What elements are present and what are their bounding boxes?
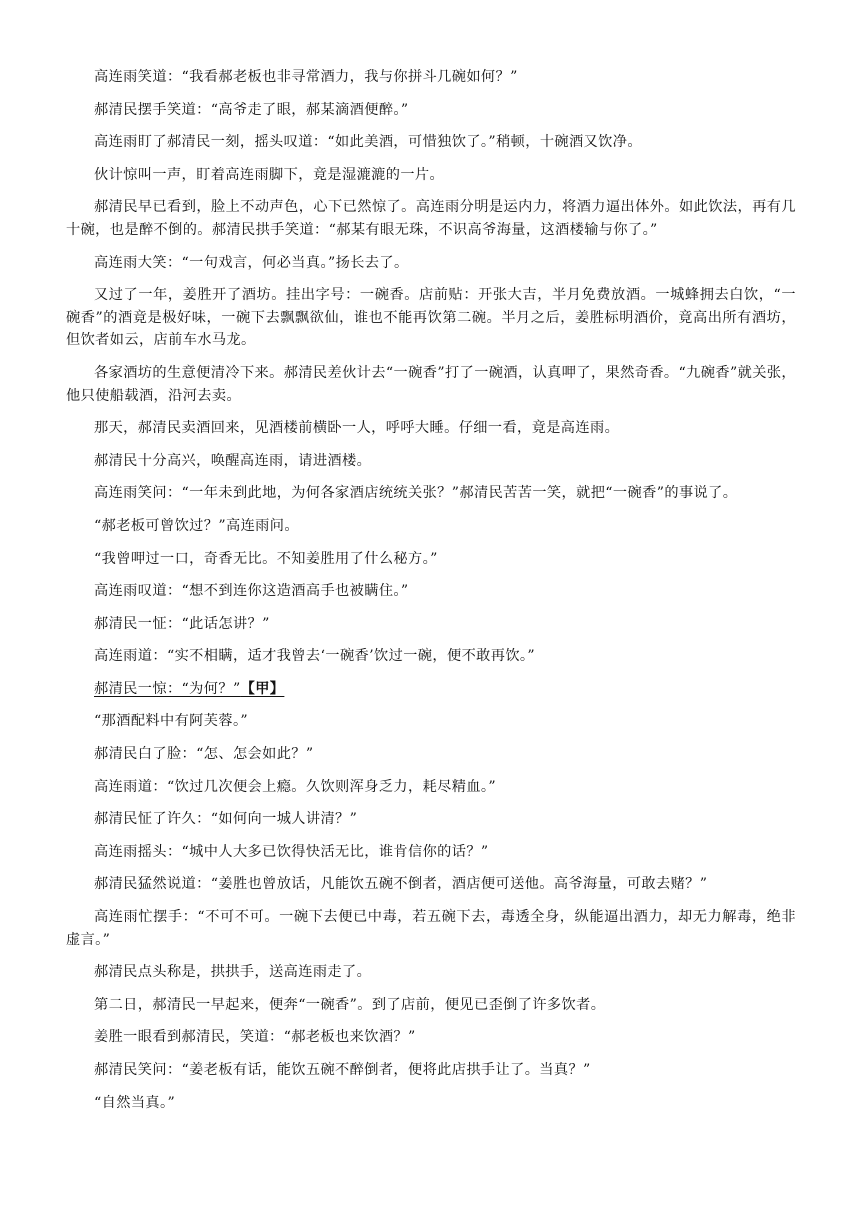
paragraph: 郝清民白了脸：“怎、怎会如此？” — [94, 746, 314, 763]
paragraph: 第二日，郝清民一早起来，便奔“一碗香”。到了店前，便见已歪倒了许多饮者。 — [94, 996, 606, 1013]
paragraph: 又过了一年，姜胜开了酒坊。挂出字号：一碗香。店前贴：开张大吉，半月免费放酒。一城蜂拥去白饮，“一碗香”的酒竟是极好味，一碗下去飘飘欲仙，谁也不能再饮第二碗。半月之后，姜胜标明酒价，竟高出所有酒坊，但饮者如云，店前车水马龙。 — [66, 287, 796, 349]
underlined-text: 郝清民一惊：“为何？” — [94, 680, 241, 697]
annotation-marker-jia: 【甲】 — [240, 680, 285, 697]
paragraph: 郝清民怔了许久：“如何向一城人讲清？” — [94, 811, 358, 828]
paragraph: 高连雨叹道：“想不到连你这造酒高手也被瞒住。” — [94, 583, 409, 600]
underlined-paragraph — [66, 678, 796, 701]
paragraph: 郝清民摆手笑道：“高爷走了眼，郝某滴酒便醉。” — [94, 101, 409, 118]
paragraph: 郝清民点头称是，拱拱手，送高连雨走了。 — [94, 964, 372, 981]
paragraph: 郝清民十分高兴，唤醒高连雨，请进酒楼。 — [94, 452, 372, 469]
paragraph: 各家酒坊的生意便清冷下来。郝清民差伙计去“一碗香”打了一碗酒，认真呷了，果然奇香。“九碗香”就关张，他只使船载酒，沿河去卖。 — [66, 364, 796, 404]
paragraph: 郝清民猛然说道：“姜胜也曾放话，凡能饮五碗不倒者，酒店便可送他。高爷海量，可敢去赌？” — [94, 876, 708, 893]
paragraph: 伙计惊叫一声，盯着高连雨脚下，竟是湿漉漉的一片。 — [94, 166, 445, 183]
paragraph: “那酒配料中有阿芙蓉。” — [94, 713, 249, 730]
paragraph: “郝老板可曾饮过？”高连雨问。 — [94, 517, 299, 534]
paragraph: 高连雨盯了郝清民一刻，摇头叹道：“如此美酒，可惜独饮了。”稍顿，十碗酒又饮净。 — [94, 134, 642, 151]
paragraph: 高连雨忙摆手：“不可不可。一碗下去便已中毒，若五碗下去，毒透全身，纵能逼出酒力，却无力解毒，绝非虚言。” — [66, 909, 796, 948]
paragraph: 郝清民一怔：“此话怎讲？” — [94, 615, 270, 632]
paragraph: 姜胜一眼看到郝清民，笑道：“郝老板也来饮酒？” — [94, 1029, 416, 1046]
document-page — [66, 66, 796, 1124]
paragraph: 那天，郝清民卖酒回来，见酒楼前横卧一人，呼呼大睡。仔细一看，竟是高连雨。 — [94, 420, 620, 437]
paragraph: “我曾呷过一口，奇香无比。不知姜胜用了什么秘方。” — [94, 550, 438, 567]
paragraph: 高连雨笑道：“我看郝老板也非寻常酒力，我与你拼斗几碗如何？” — [94, 69, 518, 85]
paragraph: 郝清民早已看到，脸上不动声色，心下已然惊了。高连雨分明是运内力，将酒力逼出体外。如此饮法，再有几十碗，也是醉不倒的。郝清民拱手笑道：“郝某有眼无珠，不识高爷海量，这酒楼输与你了。” — [66, 199, 796, 238]
paragraph: 郝清民笑问：“姜老板有话，能饮五碗不醉倒者，便将此店拱手让了。当真？” — [94, 1062, 591, 1078]
paragraph: 高连雨摇头：“城中人大多已饮得快活无比，谁肯信你的话？” — [94, 843, 489, 860]
paragraph: 高连雨道：“饮过几次便会上瘾。久饮则浑身乏力，耗尽精血。” — [94, 778, 497, 795]
paragraph: 高连雨大笑：“一句戏言，何必当真。”扬长去了。 — [94, 254, 409, 271]
paragraph: 高连雨笑问：“一年未到此地，为何各家酒店统统关张？”郝清民苦苦一笑，就把“一碗香”的事说了。 — [94, 485, 738, 502]
paragraph: “自然当真。” — [94, 1094, 176, 1111]
paragraph: 高连雨道：“实不相瞒，适才我曾去‘一碗香’饮过一碗，便不敢再饮。” — [94, 648, 536, 665]
